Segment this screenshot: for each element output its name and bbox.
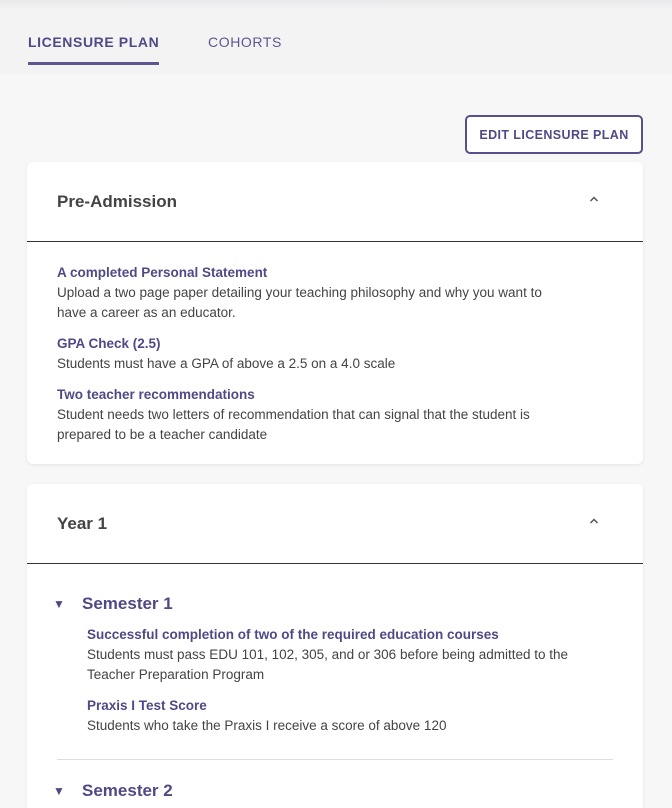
chevron-up-icon[interactable] xyxy=(587,192,601,206)
description-line: Student needs two letters of recommendation that can signal that the student is xyxy=(57,407,530,422)
tab-licensure-plan[interactable]: LICENSURE PLAN xyxy=(28,34,160,50)
description-line: Students must pass EDU 101, 102, 305, and or 306 before being admitted to the xyxy=(87,647,569,662)
semester-title: Semester 1 xyxy=(82,594,173,613)
caret-down-icon: ▼ xyxy=(53,597,65,611)
year1-card xyxy=(27,484,643,808)
tab-bar xyxy=(0,10,672,74)
semester-divider xyxy=(57,759,613,760)
description-line: Teacher Preparation Program xyxy=(87,667,265,682)
edit-licensure-plan-button[interactable]: EDIT LICENSURE PLAN xyxy=(465,115,643,154)
chevron-up-icon[interactable] xyxy=(587,514,601,528)
requirement-item xyxy=(57,335,587,374)
description-line: have a career as an educator. xyxy=(57,305,236,320)
caret-down-icon: ▼ xyxy=(53,784,65,798)
pre-admission-header[interactable] xyxy=(27,162,643,242)
requirement-title[interactable]: Two teacher recommendations xyxy=(57,387,255,402)
requirement-item xyxy=(87,626,607,685)
active-tab-indicator xyxy=(28,62,159,65)
requirement-title[interactable]: Praxis I Test Score xyxy=(87,698,207,713)
year1-header[interactable] xyxy=(27,484,643,564)
semester-title: Semester 2 xyxy=(82,781,173,800)
requirement-description xyxy=(57,283,587,323)
requirement-item xyxy=(57,264,587,323)
requirement-title[interactable]: GPA Check (2.5) xyxy=(57,336,161,351)
requirement-description xyxy=(87,716,607,736)
section-title: Year 1 xyxy=(57,514,108,533)
requirement-description xyxy=(57,354,587,374)
semester-1-toggle[interactable] xyxy=(53,592,173,616)
description-line: Students who take the Praxis I receive a score of above 120 xyxy=(87,718,447,733)
requirement-description xyxy=(87,645,607,685)
description-line: Upload a two page paper detailing your teaching philosophy and why you want to xyxy=(57,285,542,300)
semester-2-toggle[interactable] xyxy=(53,779,173,803)
requirement-title[interactable]: A completed Personal Statement xyxy=(57,265,268,280)
section-title: Pre-Admission xyxy=(57,192,177,211)
requirement-title[interactable]: Successful completion of two of the required education courses xyxy=(87,627,499,642)
description-line: prepared to be a teacher candidate xyxy=(57,427,268,442)
tab-cohorts[interactable]: COHORTS xyxy=(208,34,282,50)
requirement-item xyxy=(57,386,587,445)
requirement-item xyxy=(87,697,607,736)
top-shadow xyxy=(0,0,672,10)
requirement-description xyxy=(57,405,587,445)
description-line: Students must have a GPA of above a 2.5 on a 4.0 scale xyxy=(57,356,396,371)
pre-admission-card xyxy=(27,162,643,464)
